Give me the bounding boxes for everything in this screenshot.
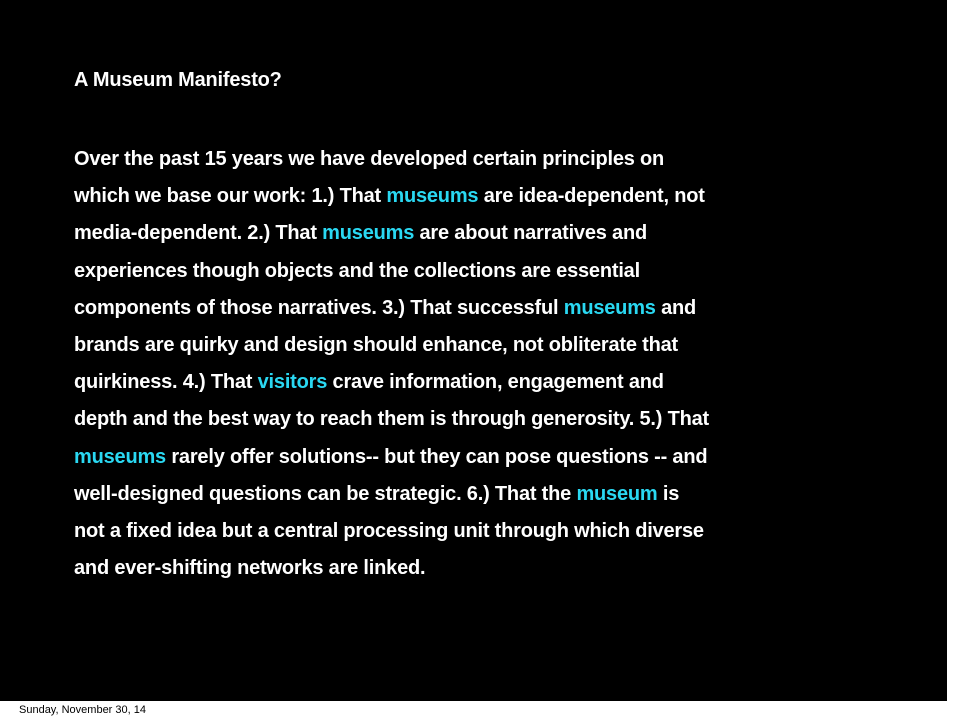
paragraph-text: rarely offer solutions-- but they can pose questions -- and (165, 445, 708, 468)
paragraph-line (74, 401, 864, 438)
highlighted-keyword: museums (563, 296, 656, 319)
footer-bar (0, 701, 960, 720)
footer-date: Sunday, November 30, 14 (19, 704, 146, 716)
paragraph-text: components of those narratives. 3.) That successful (74, 296, 564, 319)
highlighted-keyword: visitors (257, 371, 328, 394)
highlighted-keyword: museums (322, 222, 415, 245)
paragraph-text: which we base our work: 1.) That (74, 185, 387, 208)
paragraph-text: not a fixed idea but a central processing unit through which diverse (74, 520, 704, 543)
paragraph-text: well-designed questions can be strategic. 6.) That the (74, 482, 577, 505)
paragraph-text: quirkiness. 4.) That (74, 371, 258, 394)
paragraph-text: brands are quirky and design should enhance, not obliterate that (74, 334, 678, 357)
highlighted-keyword: museums (74, 445, 166, 468)
paragraph-text: crave information, engagement and (327, 371, 664, 394)
paragraph-line (74, 439, 864, 476)
paragraph-line (74, 476, 864, 513)
paragraph-line (74, 550, 864, 587)
paragraph-line (74, 364, 864, 401)
paragraph-line (74, 215, 864, 252)
highlighted-keyword: museum (576, 482, 658, 505)
highlighted-keyword: museums (386, 185, 479, 208)
window-edge (947, 0, 960, 701)
paragraph-line (74, 253, 864, 290)
slide-body-text (74, 141, 864, 587)
paragraph-text: and ever-shifting networks are linked. (74, 557, 426, 580)
paragraph-line (74, 327, 864, 364)
paragraph-text: is (657, 482, 680, 505)
paragraph-line (74, 290, 864, 327)
paragraph-text: experiences though objects and the collections are essential (74, 259, 640, 282)
paragraph-text: are about narratives and (414, 222, 648, 245)
paragraph-line (74, 178, 864, 215)
paragraph-text: and (655, 296, 697, 319)
slide-title: A Museum Manifesto? (74, 69, 282, 91)
paragraph-line (74, 141, 864, 178)
paragraph-line (74, 513, 864, 550)
paragraph-text: media-dependent. 2.) That (74, 222, 323, 245)
paragraph-text: Over the past 15 years we have developed certain principles on (74, 148, 665, 170)
paragraph-text: are idea-dependent, not (478, 185, 705, 208)
paragraph-text: depth and the best way to reach them is through generosity. 5.) That (74, 408, 710, 431)
